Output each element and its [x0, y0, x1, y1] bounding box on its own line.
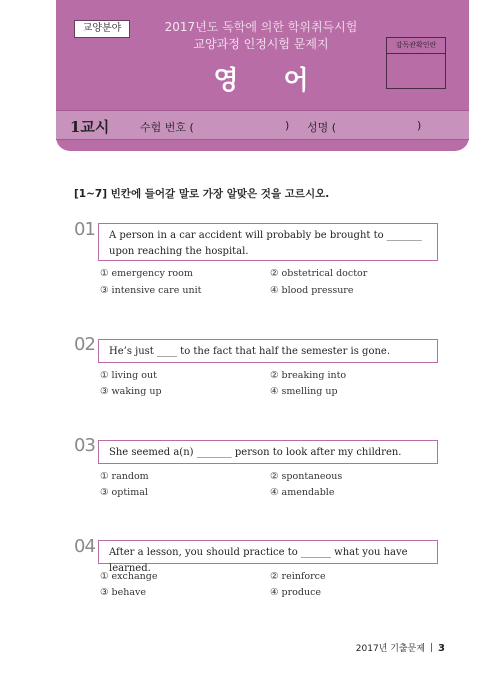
option-4[interactable]: ④ smelling up [270, 386, 338, 397]
seal-label: 감독관확인란 [387, 38, 445, 54]
footer-label: 2017년 기출문제 [355, 644, 426, 654]
supervisor-seal-box [386, 37, 446, 89]
option-2[interactable]: ② reinforce [270, 571, 326, 582]
question-stem: He’s just ____ to the fact that half the semester is gone. [98, 339, 438, 363]
option-4[interactable]: ④ amendable [270, 487, 335, 498]
exam-number-close-paren: ) [285, 119, 290, 132]
option-3[interactable]: ③ intensive care unit [100, 285, 202, 296]
exam-header [56, 0, 469, 151]
option-2[interactable]: ② spontaneous [270, 471, 343, 482]
name-close-paren: ) [417, 119, 422, 132]
option-1[interactable]: ① emergency room [100, 268, 193, 279]
exam-title: 2017년도 독학에 의한 학위취득시험 [164, 20, 358, 34]
candidate-info-row [56, 110, 469, 140]
question-number: 02 [74, 334, 95, 355]
question-number: 01 [74, 219, 95, 240]
question-stem: She seemed a(n) _______ person to look after my children. [98, 440, 438, 464]
subject-title: 영 어 [213, 66, 327, 96]
option-1[interactable]: ① living out [100, 370, 157, 381]
page-footer [356, 641, 445, 654]
subject-area-badge: 교양분야 [74, 20, 130, 38]
option-3[interactable]: ③ waking up [100, 386, 162, 397]
option-1[interactable]: ① exchange [100, 571, 158, 582]
option-4[interactable]: ④ produce [270, 587, 322, 598]
option-1[interactable]: ① random [100, 471, 149, 482]
option-3[interactable]: ③ optimal [100, 487, 148, 498]
option-3[interactable]: ③ behave [100, 587, 147, 598]
exam-number-label: 수험 번호 ( [140, 121, 194, 134]
question-stem: After a lesson, you should practice to ______ what you have learned. [98, 540, 438, 564]
option-2[interactable]: ② obstetrical doctor [270, 268, 368, 279]
option-2[interactable]: ② breaking into [270, 370, 347, 381]
question-number: 04 [74, 536, 95, 557]
page-number: 3 [438, 643, 445, 654]
footer-divider [431, 643, 432, 652]
period-label: 1교시 [70, 118, 110, 136]
question-number: 03 [74, 435, 95, 456]
exam-subtitle: 교양과정 인정시험 문제지 [193, 37, 329, 51]
option-4[interactable]: ④ blood pressure [270, 285, 354, 296]
name-label: 성명 ( [307, 121, 337, 134]
instruction: [1~7] 빈칸에 들어갈 말로 가장 알맞은 것을 고르시오. [74, 188, 330, 200]
question-stem: A person in a car accident will probably be brought to _______ upon reaching the hospital. [98, 223, 438, 261]
